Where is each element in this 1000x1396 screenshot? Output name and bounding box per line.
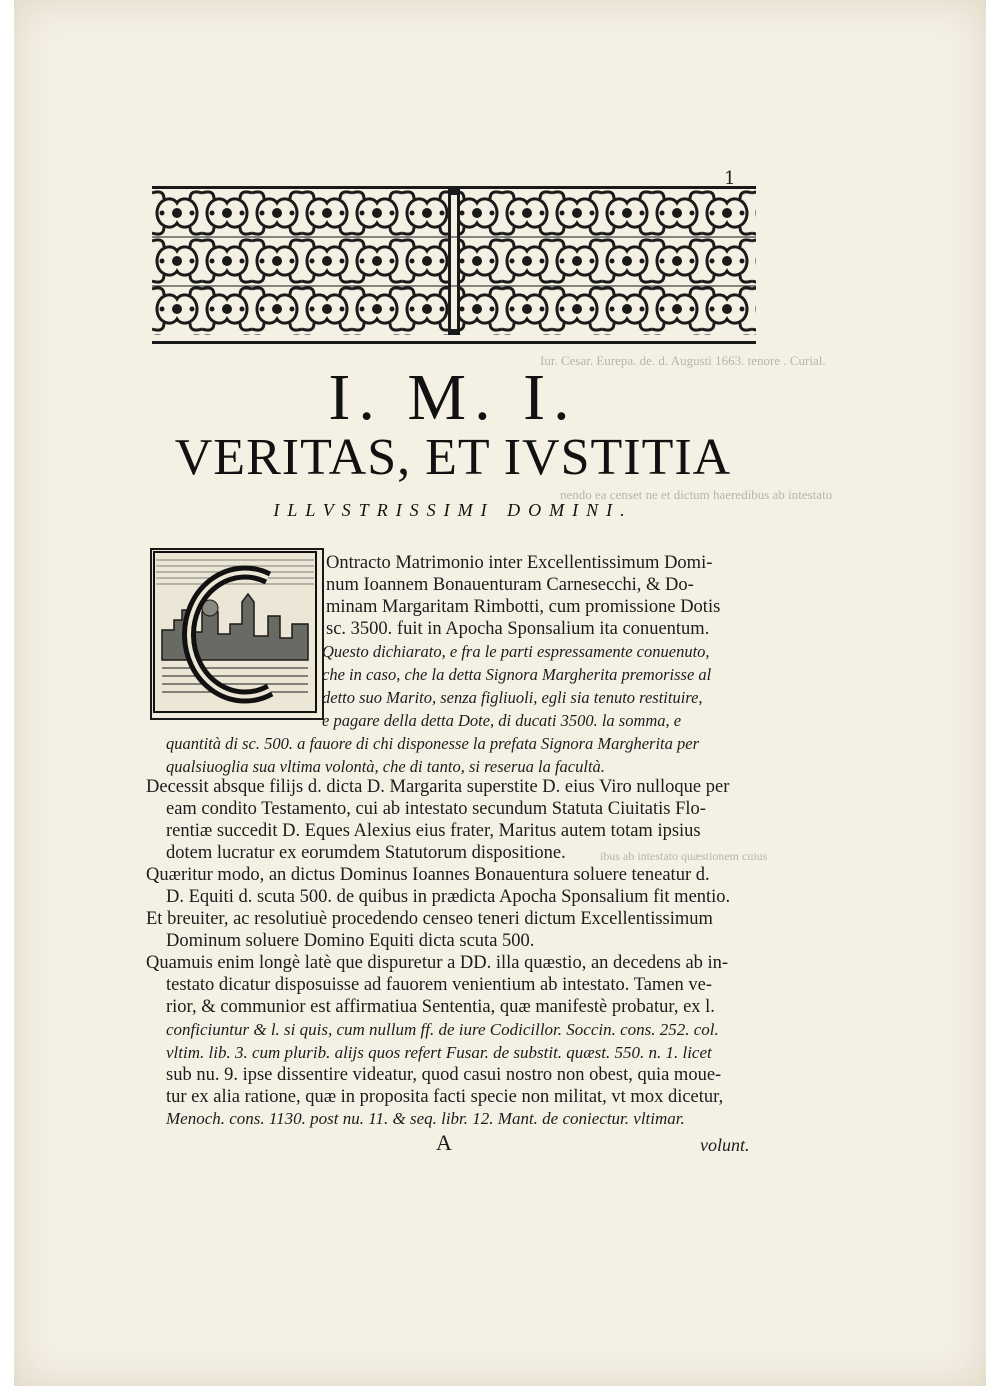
text-line-21: rior, & communior est affirmatiua Sententia, quæ manifestè probatur, ex l. [166,997,715,1017]
text-line-19: Quamuis enim longè latè que dispuretur a DD. illa quæstio, an decedens ab in- [146,953,729,973]
text-line-7: detto suo Marito, senza figliuoli, egli sia tenuto restituire, [322,688,703,707]
text-line-14: dotem lucratur ex eorumdem Statutorum dispositione. [166,843,566,863]
text-line-15: Quæritur modo, an dictus Dominus Ioannes Bonauentura soluere teneatur d. [146,865,710,885]
text-line-2: num Ioannem Bonauenturam Carnesecchi, & Do- [326,575,694,595]
text-line-4: sc. 3500. fuit in Apocha Sponsalium ita conuentum. [326,619,710,639]
text-line-11: Decessit absque filijs d. dicta D. Margarita superstite D. eius Viro nulloque per [146,777,730,797]
text-line-6: che in caso, che la detta Signora Margherita premorisse al [322,665,712,684]
catchword: volunt. [700,1135,750,1155]
text-line-20: testato dicatur disposuisse ad fauorem venientium ab intestato. Tamen ve- [166,975,713,995]
salutation: ILLVSTRISSIMI DOMINI. [273,500,633,520]
ornament-pattern-icon [152,189,756,335]
page-number: 1 [724,168,736,189]
text-line-18: Dominum soluere Domino Equiti dicta scuta 500. [166,931,535,951]
text-line-1: Ontracto Matrimonio inter Excellentissimum Domi- [326,553,713,573]
signature-mark: A [436,1130,452,1155]
text-line-23: vltim. lib. 3. cum plurib. alijs quos refert Fusar. de substit. quæst. 550. n. 1. licet [166,1043,712,1062]
woodcut-city-initial-icon [152,550,318,714]
text-line-12: eam condito Testamento, cui ab intestato secundum Statuta Ciuitatis Flo- [166,799,706,819]
historiated-initial [150,548,324,720]
text-line-5: Questo dichiarato, e fra le parti espressamente conuenuto, [322,642,710,661]
text-line-24: sub nu. 9. ipse dissentire videatur, quod casui nostro non obest, quia moue- [166,1065,722,1085]
show-through-1: Iur. Cesar. Eurepa. de. d. Augusti 1663. tenore . Curial. [540,353,826,368]
heading-motto: VERITAS, ET IVSTITIA [174,429,732,486]
text-line-8: e pagare della detta Dote, di ducati 3500. la somma, e [322,711,682,730]
text-line-9: quantità di sc. 500. a fauore di chi disponesse la prefata Signora Margherita per [166,734,700,753]
text-line-3: minam Margaritam Rimbotti, cum promissione Dotis [326,597,721,617]
text-line-10: qualsiuoglia sua vltima volontà, che di tanto, si reserua la facultà. [166,757,605,776]
text-line-26: Menoch. cons. 1130. post nu. 11. & seq. libr. 12. Mant. de coniectur. vltimar. [166,1109,685,1128]
text-line-17: Et breuiter, ac resolutiuè procedendo censeo teneri dictum Excellentissimum [146,909,713,929]
ornamental-headpiece [152,186,756,344]
show-through-3: ibus ab intestato quæstionem cuius [600,849,768,863]
text-line-22: conficiuntur & l. si quis, cum nullum ff. de iure Codicillor. Soccin. cons. 252. col. [166,1020,719,1039]
text-line-16: D. Equiti d. scuta 500. de quibus in prædicta Apocha Sponsalium fit mentio. [166,887,731,907]
heading-initials: I. M. I. [328,361,578,434]
show-through-2: nendo ea censet ne et dictum haeredibus ab intestato [560,487,833,502]
text-line-25: tur ex alia ratione, quæ in proposita facti specie non militat, vt mox dicetur, [166,1087,724,1107]
text-line-13: rentiæ succedit D. Eques Alexius eius frater, Maritus autem totam ipsius [166,821,701,841]
